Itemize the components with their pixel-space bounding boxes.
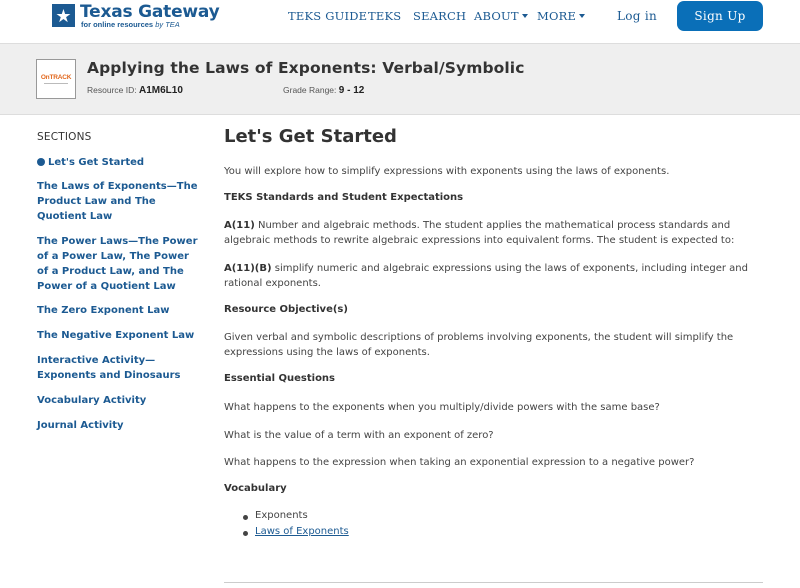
chevron-down-icon bbox=[522, 14, 528, 18]
top-navigation-bar bbox=[0, 0, 800, 44]
intro-text: You will explore how to simplify expressions with exponents using the laws of exponents. bbox=[224, 166, 670, 177]
sidebar-item-zero-exponent-law[interactable]: The Zero Exponent Law bbox=[37, 305, 170, 316]
login-link[interactable]: Log in bbox=[617, 9, 658, 23]
nav-more[interactable] bbox=[537, 9, 585, 23]
objective-heading: Resource Objective(s) bbox=[224, 304, 348, 315]
essential-questions-heading: Essential Questions bbox=[224, 373, 336, 384]
sidebar-item-lets-get-started[interactable] bbox=[37, 155, 202, 170]
logo-subtitle bbox=[81, 21, 220, 29]
logo-sub-by: by TEA bbox=[155, 20, 180, 29]
sidebar-item-product-quotient-law[interactable]: The Laws of Exponents—The Product Law and The Quotient Law bbox=[37, 181, 198, 222]
ontrack-logo-line bbox=[44, 83, 68, 84]
vocab-link-laws-of-exponents[interactable]: Laws of Exponents bbox=[255, 526, 349, 537]
star-icon: ★ bbox=[52, 4, 75, 27]
nav-search[interactable]: SEARCH bbox=[413, 9, 467, 23]
texas-gateway-logo[interactable] bbox=[52, 3, 220, 31]
current-section-dot-icon bbox=[37, 158, 45, 166]
section-title: Let's Get Started bbox=[224, 126, 397, 147]
vocabulary-heading: Vocabulary bbox=[224, 483, 287, 494]
logo-text bbox=[80, 3, 220, 29]
teks-a11b-text: simplify numeric and algebraic expressions using the laws of exponents, including integer and rational exponents. bbox=[224, 263, 748, 289]
sidebar-item-interactive-activity[interactable]: Interactive Activity—Exponents and Dinosaurs bbox=[37, 355, 181, 381]
logo-title: Texas Gateway bbox=[80, 2, 220, 22]
essential-question-1: What happens to the exponents when you multiply/divide powers with the same base? bbox=[224, 402, 660, 413]
ontrack-logo bbox=[36, 59, 76, 99]
nav-teks[interactable]: TEKS bbox=[368, 9, 402, 23]
signup-button[interactable]: Sign Up bbox=[677, 1, 763, 31]
sidebar-item-label: Let's Get Started bbox=[48, 157, 145, 168]
logo-sub-main: for online resources bbox=[81, 20, 154, 29]
grade-range-label: Grade Range: bbox=[283, 85, 337, 95]
teks-a11-text: Number and algebraic methods. The student applies the mathematical process standards and algebraic methods to rewrite algebraic expressions into equivalent forms. The student is expected to: bbox=[224, 220, 735, 246]
list-bullet bbox=[243, 515, 248, 520]
teks-heading: TEKS Standards and Student Expectations bbox=[224, 192, 464, 203]
chevron-down-icon bbox=[579, 14, 585, 18]
list-bullet bbox=[243, 531, 248, 536]
resource-title: Applying the Laws of Exponents: Verbal/Symbolic bbox=[87, 59, 525, 77]
sidebar-item-journal-activity[interactable]: Journal Activity bbox=[37, 420, 124, 431]
resource-id bbox=[87, 85, 183, 96]
objective-text: Given verbal and symbolic descriptions of problems involving exponents, the student will simplify the expressions using the laws of exponents. bbox=[224, 332, 734, 358]
resource-id-value: A1M6L10 bbox=[138, 85, 183, 96]
resource-id-label: Resource ID: bbox=[87, 85, 137, 95]
essential-question-2: What is the value of a term with an exponent of zero? bbox=[224, 430, 494, 441]
nav-teks-guide[interactable]: TEKS GUIDE bbox=[288, 9, 368, 23]
teks-a11b bbox=[224, 261, 769, 291]
nav-more-label: MORE bbox=[537, 9, 577, 23]
resource-header bbox=[0, 44, 800, 115]
nav-about[interactable] bbox=[474, 9, 528, 23]
ontrack-logo-text: OnTRACK bbox=[40, 74, 72, 81]
teks-a11-code: A(11) bbox=[224, 220, 255, 231]
essential-question-3: What happens to the expression when taking an exponential expression to a negative power? bbox=[224, 457, 695, 468]
grade-range-value: 9 - 12 bbox=[338, 85, 365, 96]
nav-about-label: ABOUT bbox=[474, 9, 519, 23]
sidebar-item-vocabulary-activity[interactable]: Vocabulary Activity bbox=[37, 395, 147, 406]
vocab-item-exponents: Exponents bbox=[255, 510, 308, 521]
grade-range bbox=[283, 85, 364, 96]
sidebar-item-power-laws[interactable]: The Power Laws—The Power of a Power Law, The Power of a Product Law, and The Power of a Quotient Law bbox=[37, 236, 198, 292]
sidebar-item-negative-exponent-law[interactable]: The Negative Exponent Law bbox=[37, 330, 195, 341]
teks-a11 bbox=[224, 218, 769, 248]
divider bbox=[224, 582, 763, 583]
sections-heading: SECTIONS bbox=[37, 131, 92, 143]
teks-a11b-code: A(11)(B) bbox=[224, 263, 272, 274]
